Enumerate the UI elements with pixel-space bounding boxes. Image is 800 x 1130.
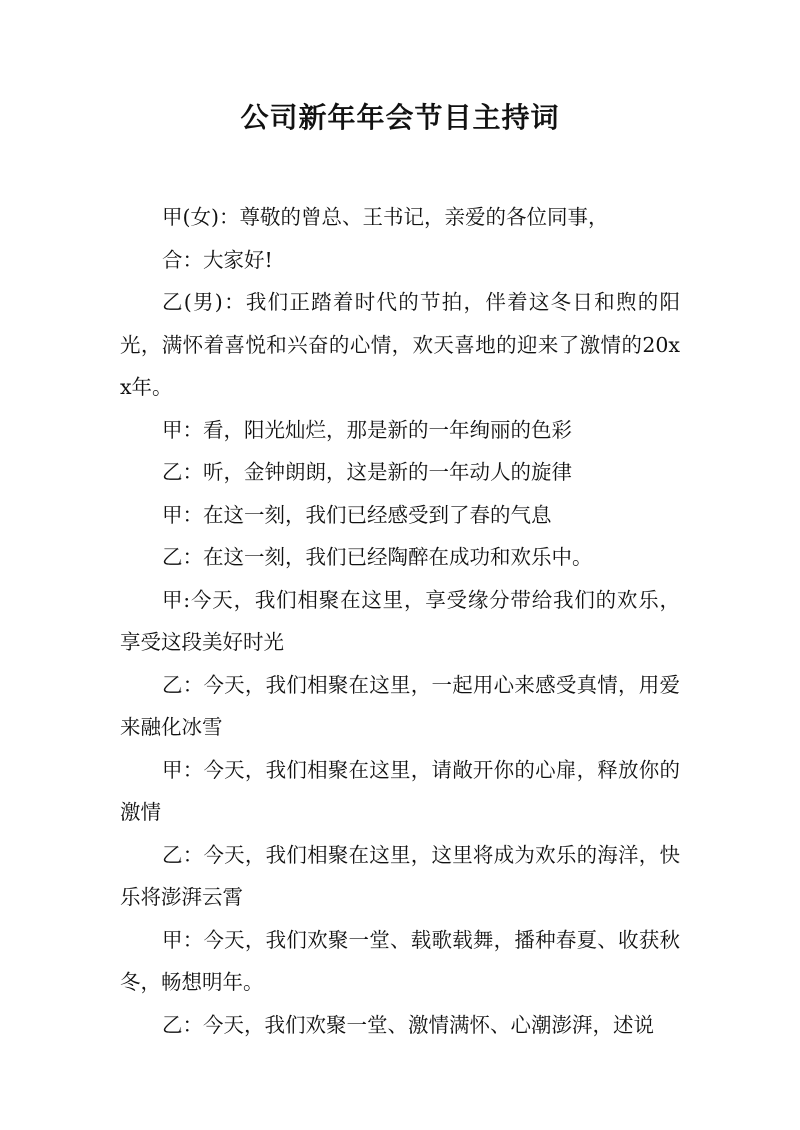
paragraph-moment-b: 乙：在这一刻，我们已经陶醉在成功和欢乐中。 <box>162 545 593 569</box>
paragraph-moment-a: 甲：在这一刻，我们已经感受到了春的气息 <box>162 502 552 527</box>
paragraph-today-3: 甲：今天，我们相聚在这里，请敞开你的心扉，释放你的激情 <box>120 757 680 824</box>
paragraph-opening-b: 乙(男)：我们正踏着时代的节拍，伴着这冬日和煦的阳光，满怀着喜悦和兴奋的心情，欢天喜地的迎来了激情的20xx年。 <box>120 290 680 399</box>
paragraph-today-2: 乙：今天，我们相聚在这里，一起用心来感受真情，用爱来融化冰雪 <box>120 672 680 739</box>
paragraph-look: 甲：看，阳光灿烂，那是新的一年绚丽的色彩 <box>162 417 572 442</box>
document-title: 公司新年年会节目主持词 <box>240 101 560 134</box>
paragraph-greeting-together: 合：大家好! <box>162 247 273 272</box>
paragraph-today-4: 乙：今天，我们相聚在这里，这里将成为欢乐的海洋，快乐将澎湃云霄 <box>120 842 680 909</box>
paragraph-today-6: 乙：今天，我们欢聚一堂、激情满怀、心潮澎湃，述说 <box>162 1012 654 1037</box>
paragraph-listen: 乙：听，金钟朗朗，这是新的一年动人的旋律 <box>162 460 572 484</box>
paragraph-today-5: 甲：今天，我们欢聚一堂、载歌载舞，播种春夏、收获秋冬，畅想明年。 <box>120 927 680 994</box>
paragraph-greeting-a: 甲(女)：尊敬的曾总、王书记，亲爱的各位同事， <box>162 205 609 229</box>
document-body <box>120 196 680 1046</box>
paragraph-today-1: 甲:今天，我们相聚在这里，享受缘分带给我们的欢乐，享受这段美好时光 <box>120 587 680 654</box>
